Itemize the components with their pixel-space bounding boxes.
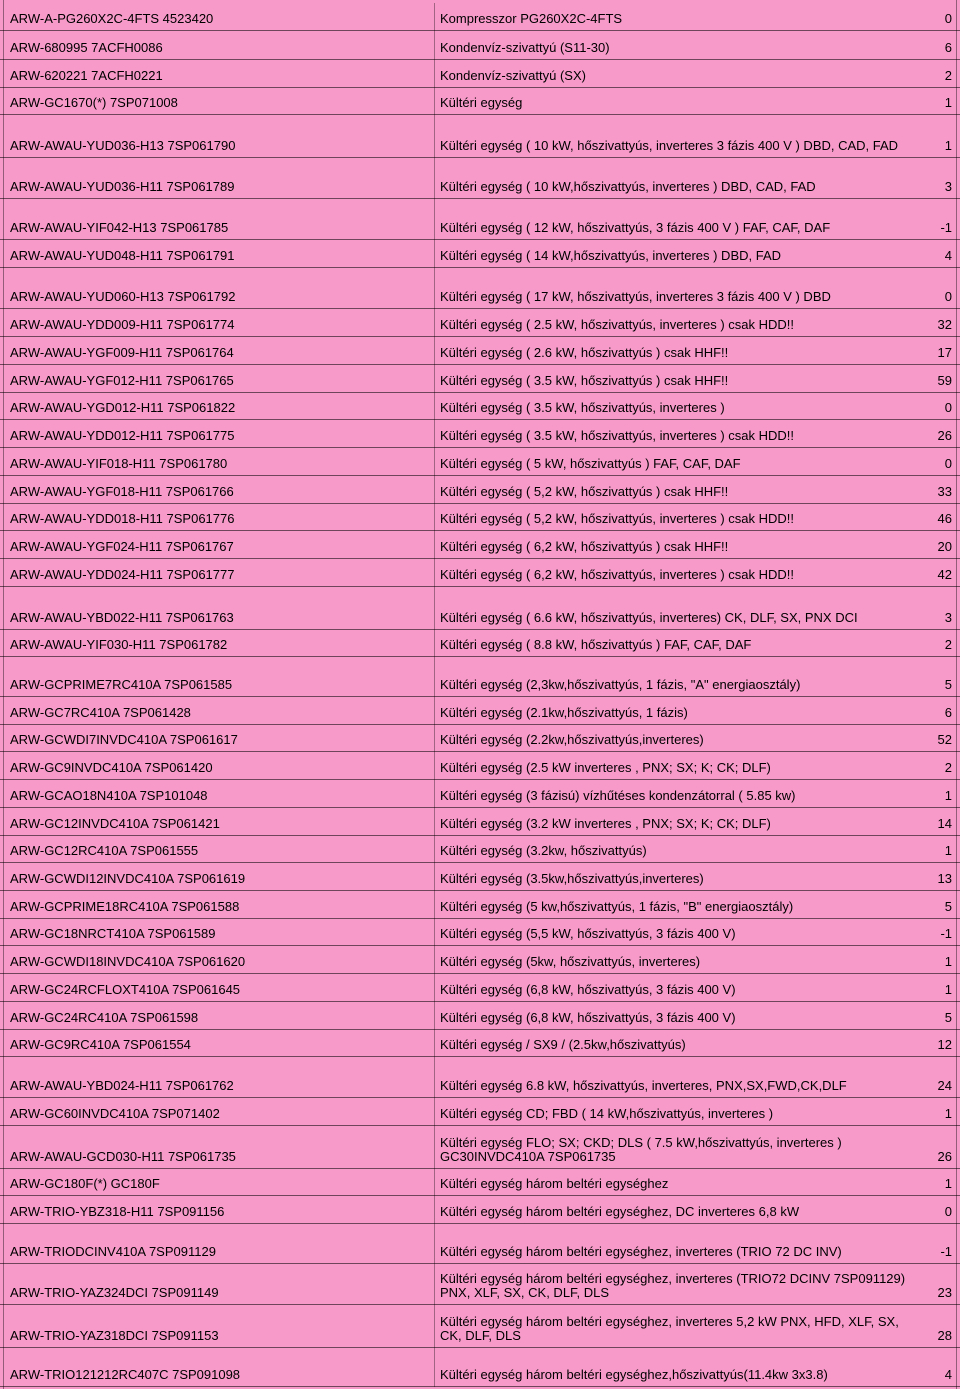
product-description: Kültéri egység CD; FBD ( 14 kW,hőszivattyús, inverteres ) [440, 1106, 774, 1121]
product-code: ARW-A-PG260X2C-4FTS 4523420 [10, 11, 214, 26]
product-description: Kültéri egység (5 kw,hőszivattyús, 1 fázis, "B" energiaosztály) [440, 899, 794, 914]
product-description: Kültéri egység (2,3kw,hőszivattyús, 1 fázis, "A" energiaosztály) [440, 677, 801, 692]
column-divider [434, 240, 435, 268]
stock-quantity: 2 [944, 760, 952, 775]
column-divider [434, 974, 435, 1002]
product-description: Kültéri egység FLO; SX; CKD; DLS ( 7.5 kW,hőszivattyús, inverteres ) GC30INVDC410A 7SP061735 [440, 1135, 842, 1164]
table-row [0, 337, 960, 365]
table-row [0, 891, 960, 919]
product-description: Kültéri egység ( 8.8 kW, hőszivattyús ) FAF, CAF, DAF [440, 637, 752, 652]
column-divider [434, 309, 435, 337]
column-divider [434, 1057, 435, 1098]
product-description: Kültéri egység ( 10 kW, hőszivattyús, inverteres 3 fázis 400 V ) DBD, CAD, FAD [440, 138, 899, 153]
table-row [0, 309, 960, 337]
column-divider [434, 1098, 435, 1126]
product-description: Kültéri egység (5,5 kW, hőszivattyús, 3 fázis 400 V) [440, 926, 736, 941]
table-row [0, 752, 960, 780]
table-row [0, 3, 960, 31]
product-description: Kültéri egység (2.2kw,hőszivattyús,inverteres) [440, 732, 704, 747]
product-code: ARW-GC18NRCT410A 7SP061589 [10, 926, 216, 941]
product-description: Kültéri egység három beltéri egységhez [440, 1176, 669, 1191]
table-row [0, 1348, 960, 1387]
stock-quantity: 28 [937, 1328, 952, 1343]
column-divider [434, 630, 435, 657]
stock-quantity: 23 [937, 1285, 952, 1300]
table-row [0, 504, 960, 531]
product-description: Kültéri egység ( 6.6 kW, hőszivattyús, inverteres) CK, DLF, SX, PNX DCI [440, 610, 858, 625]
stock-quantity: 0 [944, 1204, 952, 1219]
product-description: Kültéri egység három beltéri egységhez, inverteres (TRIO 72 DC INV) [440, 1244, 842, 1259]
product-code: ARW-AWAU-YUD036-H11 7SP061789 [10, 179, 235, 194]
table-row [0, 630, 960, 657]
table-row [0, 1264, 960, 1305]
product-code: ARW-620221 7ACFH0221 [10, 68, 163, 83]
column-divider [434, 60, 435, 88]
product-code: ARW-AWAU-YUD048-H11 7SP061791 [10, 248, 235, 263]
table-row [0, 1196, 960, 1224]
product-code: ARW-AWAU-YDD009-H11 7SP061774 [10, 317, 235, 332]
table-row [0, 559, 960, 587]
stock-quantity: 0 [944, 400, 952, 415]
stock-quantity: -1 [940, 926, 952, 941]
table-row [0, 60, 960, 88]
product-description: Kültéri egység ( 3.5 kW, hőszivattyús, inverteres ) [440, 400, 725, 415]
stock-quantity: 4 [944, 1367, 952, 1382]
product-code: ARW-GCPRIME18RC410A 7SP061588 [10, 899, 240, 914]
product-code: ARW-AWAU-YGF024-H11 7SP061767 [10, 539, 234, 554]
product-code: ARW-AWAU-GCD030-H11 7SP061735 [10, 1149, 236, 1164]
stock-quantity: 2 [944, 637, 952, 652]
product-description: Kondenvíz-szivattyú (S11-30) [440, 40, 610, 55]
table-row [0, 919, 960, 946]
stock-quantity: 14 [937, 816, 952, 831]
product-code: ARW-AWAU-YUD036-H13 7SP061790 [10, 138, 236, 153]
product-description: Kültéri egység három beltéri egységhez, inverteres 5,2 kW PNX, HFD, XLF, SX, CK, DLF, DLS [440, 1314, 899, 1343]
product-code: ARW-680995 7ACFH0086 [10, 40, 163, 55]
product-code: ARW-AWAU-YIF030-H11 7SP061782 [10, 637, 228, 652]
product-code: ARW-GC7RC410A 7SP061428 [10, 705, 191, 720]
product-code: ARW-GCPRIME7RC410A 7SP061585 [10, 677, 233, 692]
column-divider [434, 1224, 435, 1264]
column-divider [434, 1348, 435, 1387]
table-row [0, 1126, 960, 1169]
product-code: ARW-AWAU-YIF042-H13 7SP061785 [10, 220, 229, 235]
product-code: ARW-AWAU-YBD024-H11 7SP061762 [10, 1078, 234, 1093]
stock-quantity: 59 [937, 373, 952, 388]
product-code: ARW-AWAU-YIF018-H11 7SP061780 [10, 456, 228, 471]
product-description: Kültéri egység (2.1kw,hőszivattyús, 1 fázis) [440, 705, 688, 720]
stock-quantity: 5 [944, 1010, 952, 1025]
stock-quantity: 3 [944, 179, 952, 194]
row-divider [0, 1386, 960, 1387]
product-code: ARW-GC9INVDC410A 7SP061420 [10, 760, 213, 775]
column-divider [434, 365, 435, 393]
product-description: Kültéri egység ( 5,2 kW, hőszivattyús ) csak HHF!! [440, 484, 729, 499]
product-description: Kültéri egység (3.2kw, hőszivattyús) [440, 843, 647, 858]
product-code: ARW-GC1670(*) 7SP071008 [10, 95, 178, 110]
stock-quantity: 46 [937, 511, 952, 526]
table-row [0, 587, 960, 630]
product-code: ARW-GCWDI12INVDC410A 7SP061619 [10, 871, 246, 886]
product-code: ARW-GC12INVDC410A 7SP061421 [10, 816, 220, 831]
product-code: ARW-AWAU-YGF009-H11 7SP061764 [10, 345, 234, 360]
product-description: Kültéri egység ( 14 kW,hőszivattyús, inverteres ) DBD, FAD [440, 248, 782, 263]
column-divider [434, 268, 435, 309]
stock-quantity: 1 [944, 843, 952, 858]
column-divider [434, 31, 435, 60]
stock-quantity: 6 [944, 705, 952, 720]
product-code: ARW-GCWDI7INVDC410A 7SP061617 [10, 732, 238, 747]
product-code: ARW-TRIODCINV410A 7SP091129 [10, 1244, 216, 1259]
product-code: ARW-TRIO-YBZ318-H11 7SP091156 [10, 1204, 225, 1219]
product-code: ARW-TRIO121212RC407C 7SP091098 [10, 1367, 241, 1382]
column-divider [434, 780, 435, 808]
product-description: Kompresszor PG260X2C-4FTS [440, 11, 623, 26]
column-divider [434, 891, 435, 919]
product-description: Kültéri egység ( 12 kW, hőszivattyús, 3 fázis 400 V ) FAF, CAF, DAF [440, 220, 831, 235]
table-row [0, 448, 960, 476]
product-code: ARW-GC60INVDC410A 7SP071402 [10, 1106, 220, 1121]
column-divider [434, 393, 435, 420]
product-description: Kültéri egység ( 3.5 kW, hőszivattyús, inverteres ) csak HDD!! [440, 428, 795, 443]
table-row [0, 1224, 960, 1264]
stock-quantity: 33 [937, 484, 952, 499]
product-description: Kültéri egység (5kw, hőszivattyús, inverteres) [440, 954, 701, 969]
product-code: ARW-AWAU-YDD018-H11 7SP061776 [10, 511, 235, 526]
column-divider [434, 504, 435, 531]
table-row [0, 365, 960, 393]
stock-quantity: 2 [944, 68, 952, 83]
stock-quantity: 1 [944, 95, 952, 110]
stock-quantity: 4 [944, 248, 952, 263]
stock-quantity: 32 [937, 317, 952, 332]
product-description: Kültéri egység három beltéri egységhez,hőszivattyús(11.4kw 3x3.8) [440, 1367, 828, 1382]
table-row [0, 974, 960, 1002]
table-row [0, 31, 960, 60]
table-row [0, 268, 960, 309]
product-code: ARW-GC9RC410A 7SP061554 [10, 1037, 191, 1052]
stock-quantity: 26 [937, 428, 952, 443]
product-description: Kültéri egység ( 6,2 kW, hőszivattyús ) csak HHF!! [440, 539, 729, 554]
stock-quantity: 26 [937, 1149, 952, 1164]
product-code: ARW-AWAU-YDD024-H11 7SP061777 [10, 567, 235, 582]
table-row [0, 1030, 960, 1057]
product-code: ARW-AWAU-YBD022-H11 7SP061763 [10, 610, 234, 625]
product-code: ARW-TRIO-YAZ324DCI 7SP091149 [10, 1285, 219, 1300]
table-row [0, 420, 960, 448]
table-row [0, 1169, 960, 1196]
product-description: Kültéri egység / SX9 / (2.5kw,hőszivattyús) [440, 1037, 686, 1052]
product-description: Kültéri egység ( 3.5 kW, hőszivattyús ) csak HHF!! [440, 373, 729, 388]
product-description: Kültéri egység ( 5,2 kW, hőszivattyús, inverteres ) csak HDD!! [440, 511, 795, 526]
column-divider [434, 725, 435, 752]
product-description: Kültéri egység ( 6,2 kW, hőszivattyús, inverteres ) csak HDD!! [440, 567, 795, 582]
table-row [0, 657, 960, 697]
table-row [0, 1002, 960, 1030]
table-row [0, 115, 960, 158]
stock-quantity: 0 [944, 11, 952, 26]
column-divider [434, 559, 435, 587]
column-divider [434, 476, 435, 504]
stock-quantity: 6 [944, 40, 952, 55]
column-divider [434, 115, 435, 158]
stock-quantity: 12 [937, 1037, 952, 1052]
stock-quantity: 1 [944, 954, 952, 969]
product-code: ARW-AWAU-YGF018-H11 7SP061766 [10, 484, 234, 499]
column-divider [434, 1196, 435, 1224]
column-divider [434, 1305, 435, 1348]
column-divider [434, 337, 435, 365]
column-divider [434, 808, 435, 836]
table-row [0, 199, 960, 240]
table-row [0, 725, 960, 752]
product-code: ARW-GC180F(*) GC180F [10, 1176, 160, 1191]
stock-quantity: 24 [937, 1078, 952, 1093]
product-code: ARW-GC12RC410A 7SP061555 [10, 843, 199, 858]
column-divider [434, 1126, 435, 1169]
stock-quantity: 20 [937, 539, 952, 554]
column-divider [434, 3, 435, 31]
stock-quantity: 13 [937, 871, 952, 886]
product-description: Kültéri egység (3.5kw,hőszivattyús,inverteres) [440, 871, 704, 886]
table-row [0, 836, 960, 863]
stock-quantity: 5 [944, 677, 952, 692]
stock-quantity: 52 [937, 732, 952, 747]
column-divider [434, 752, 435, 780]
column-divider [434, 863, 435, 891]
product-description: Kültéri egység ( 2.6 kW, hőszivattyús ) csak HHF!! [440, 345, 729, 360]
table-row [0, 158, 960, 199]
product-description: Kültéri egység (3 fázisú) vízhűtéses kondenzátorral ( 5.85 kw) [440, 788, 796, 803]
column-divider [434, 1264, 435, 1305]
stock-quantity: 5 [944, 899, 952, 914]
product-code: ARW-TRIO-YAZ318DCI 7SP091153 [10, 1328, 219, 1343]
stock-quantity: 0 [944, 456, 952, 471]
column-divider [434, 657, 435, 697]
product-description: Kültéri egység (6,8 kW, hőszivattyús, 3 fázis 400 V) [440, 1010, 736, 1025]
table-row [0, 697, 960, 725]
product-code: ARW-AWAU-YDD012-H11 7SP061775 [10, 428, 235, 443]
product-code: ARW-AWAU-YGF012-H11 7SP061765 [10, 373, 234, 388]
table-row [0, 1057, 960, 1098]
table-row [0, 88, 960, 115]
column-divider [434, 158, 435, 199]
product-description: Kültéri egység ( 5 kW, hőszivattyús ) FAF, CAF, DAF [440, 456, 741, 471]
column-divider [434, 836, 435, 863]
column-divider [434, 1002, 435, 1030]
table-row [0, 863, 960, 891]
stock-quantity: 3 [944, 610, 952, 625]
column-divider [434, 531, 435, 559]
stock-quantity: 42 [937, 567, 952, 582]
column-divider [434, 587, 435, 630]
product-code: ARW-GCAO18N410A 7SP101048 [10, 788, 208, 803]
table-row [0, 808, 960, 836]
product-code: ARW-GCWDI18INVDC410A 7SP061620 [10, 954, 246, 969]
column-divider [434, 420, 435, 448]
product-description: Kültéri egység (6,8 kW, hőszivattyús, 3 fázis 400 V) [440, 982, 736, 997]
stock-quantity: 17 [937, 345, 952, 360]
product-description: Kültéri egység ( 10 kW,hőszivattyús, inverteres ) DBD, CAD, FAD [440, 179, 816, 194]
stock-quantity: -1 [940, 220, 952, 235]
product-code: ARW-AWAU-YGD012-H11 7SP061822 [10, 400, 236, 415]
product-code: ARW-GC24RC410A 7SP061598 [10, 1010, 199, 1025]
column-divider [434, 1169, 435, 1196]
product-description: Kültéri egység ( 2.5 kW, hőszivattyús, inverteres ) csak HDD!! [440, 317, 795, 332]
stock-quantity: -1 [940, 1244, 952, 1259]
product-description: Kültéri egység három beltéri egységhez, inverteres (TRIO72 DCINV 7SP091129) PNX, XLF, SX, CK, DLF, DLS [440, 1271, 906, 1300]
stock-quantity: 1 [944, 788, 952, 803]
column-divider [434, 448, 435, 476]
stock-quantity: 1 [944, 1106, 952, 1121]
table-row [0, 531, 960, 559]
column-divider [434, 1030, 435, 1057]
column-divider [434, 697, 435, 725]
table-row [0, 946, 960, 974]
stock-quantity: 1 [944, 138, 952, 153]
table-row [0, 1305, 960, 1348]
product-code: ARW-AWAU-YUD060-H13 7SP061792 [10, 289, 236, 304]
product-description: Kültéri egység (3.2 kW inverteres , PNX; SX; K; CK; DLF) [440, 816, 771, 831]
column-divider [434, 919, 435, 946]
stock-quantity: 1 [944, 1176, 952, 1191]
product-code: ARW-GC24RCFLOXT410A 7SP061645 [10, 982, 241, 997]
product-description: Kültéri egység három beltéri egységhez, DC inverteres 6,8 kW [440, 1204, 800, 1219]
stock-quantity: 1 [944, 982, 952, 997]
table-row [0, 780, 960, 808]
table-row [0, 476, 960, 504]
product-description: Kültéri egység [440, 95, 523, 110]
product-description: Kültéri egység 6.8 kW, hőszivattyús, inverteres, PNX,SX,FWD,CK,DLF [440, 1078, 847, 1093]
column-divider [434, 88, 435, 115]
table-row [0, 240, 960, 268]
table-row [0, 393, 960, 420]
stock-quantity: 0 [944, 289, 952, 304]
column-divider [434, 199, 435, 240]
table-row [0, 1098, 960, 1126]
product-description: Kondenvíz-szivattyú (SX) [440, 68, 586, 83]
product-description: Kültéri egység (2.5 kW inverteres , PNX; SX; K; CK; DLF) [440, 760, 771, 775]
column-divider [434, 946, 435, 974]
product-description: Kültéri egység ( 17 kW, hőszivattyús, inverteres 3 fázis 400 V ) DBD [440, 289, 831, 304]
